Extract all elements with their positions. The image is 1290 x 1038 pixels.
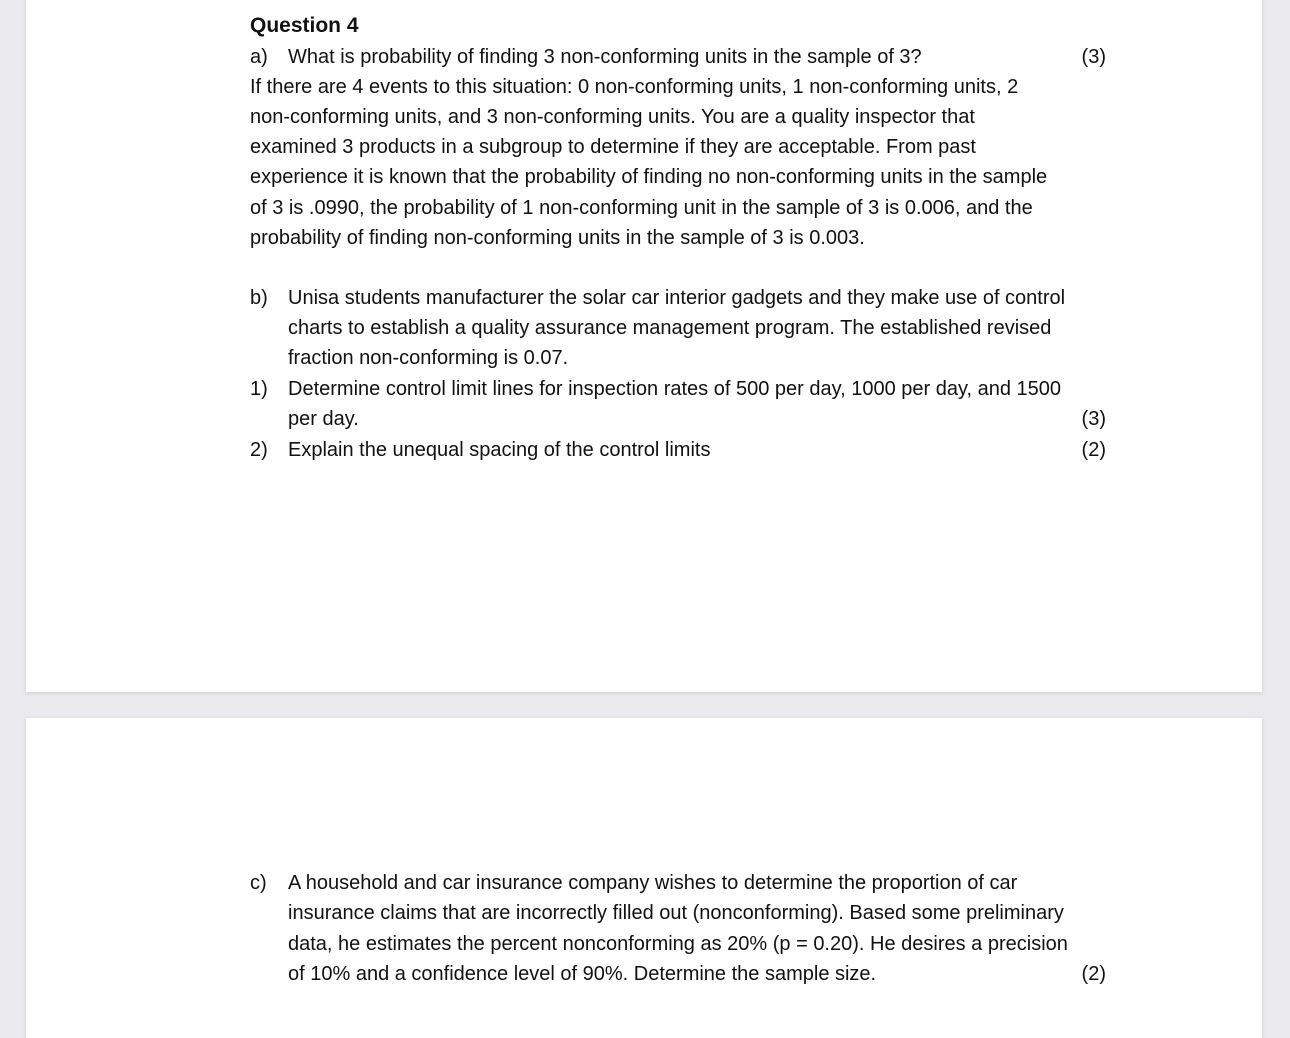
part-a-context-line: experience it is known that the probability of finding no non-conforming units in the sample [250, 166, 1048, 188]
part-b-item-1-marks: (3) [1081, 408, 1106, 430]
part-b-item-2-line: Explain the unequal spacing of the control limits [288, 439, 711, 461]
part-c-line: of 10% and a confidence level of 90%. Determine the sample size. [288, 963, 877, 985]
part-a-context-line: examined 3 products in a subgroup to determine if they are acceptable. From past [250, 136, 976, 158]
part-b-item-1-line: Determine control limit lines for inspection rates of 500 per day, 1000 per day, and 1500 [288, 378, 1062, 400]
part-b-item-2-marks: (2) [1081, 439, 1106, 461]
part-c-label: c) [250, 872, 267, 894]
part-a-context-line: If there are 4 events to this situation: 0 non-conforming units, 1 non-conforming units, 2 [250, 76, 1019, 98]
part-c-line: insurance claims that are incorrectly filled out (nonconforming). Based some preliminary [288, 902, 1064, 924]
part-a-prompt: What is probability of finding 3 non-conforming units in the sample of 3? [288, 46, 922, 68]
part-b-item-1-label: 1) [250, 378, 268, 400]
part-a-context-line: non-conforming units, and 3 non-conforming units. You are a quality inspector that [250, 106, 975, 128]
part-b-line: fraction non-conforming is 0.07. [288, 347, 569, 369]
part-c-line: data, he estimates the percent nonconforming as 20% (p = 0.20). He desires a precision [288, 933, 1068, 955]
part-c-marks: (2) [1081, 963, 1106, 985]
part-b-label: b) [250, 287, 268, 309]
part-b-line: Unisa students manufacturer the solar car interior gadgets and they make use of control [288, 287, 1066, 309]
part-a-context-line: probability of finding non-conforming units in the sample of 3 is 0.003. [250, 227, 865, 249]
part-b-item-2-label: 2) [250, 439, 268, 461]
question-title: Question 4 [250, 14, 359, 37]
part-b-line: charts to establish a quality assurance management program. The established revised [288, 317, 1052, 339]
part-a-context-line: of 3 is .0990, the probability of 1 non-conforming unit in the sample of 3 is 0.006, and the [250, 197, 1033, 219]
part-a-marks: (3) [1081, 46, 1106, 68]
part-a-label: a) [250, 46, 268, 68]
part-c-line: A household and car insurance company wishes to determine the proportion of car [288, 872, 1018, 894]
part-b-item-1-line: per day. [288, 408, 359, 430]
